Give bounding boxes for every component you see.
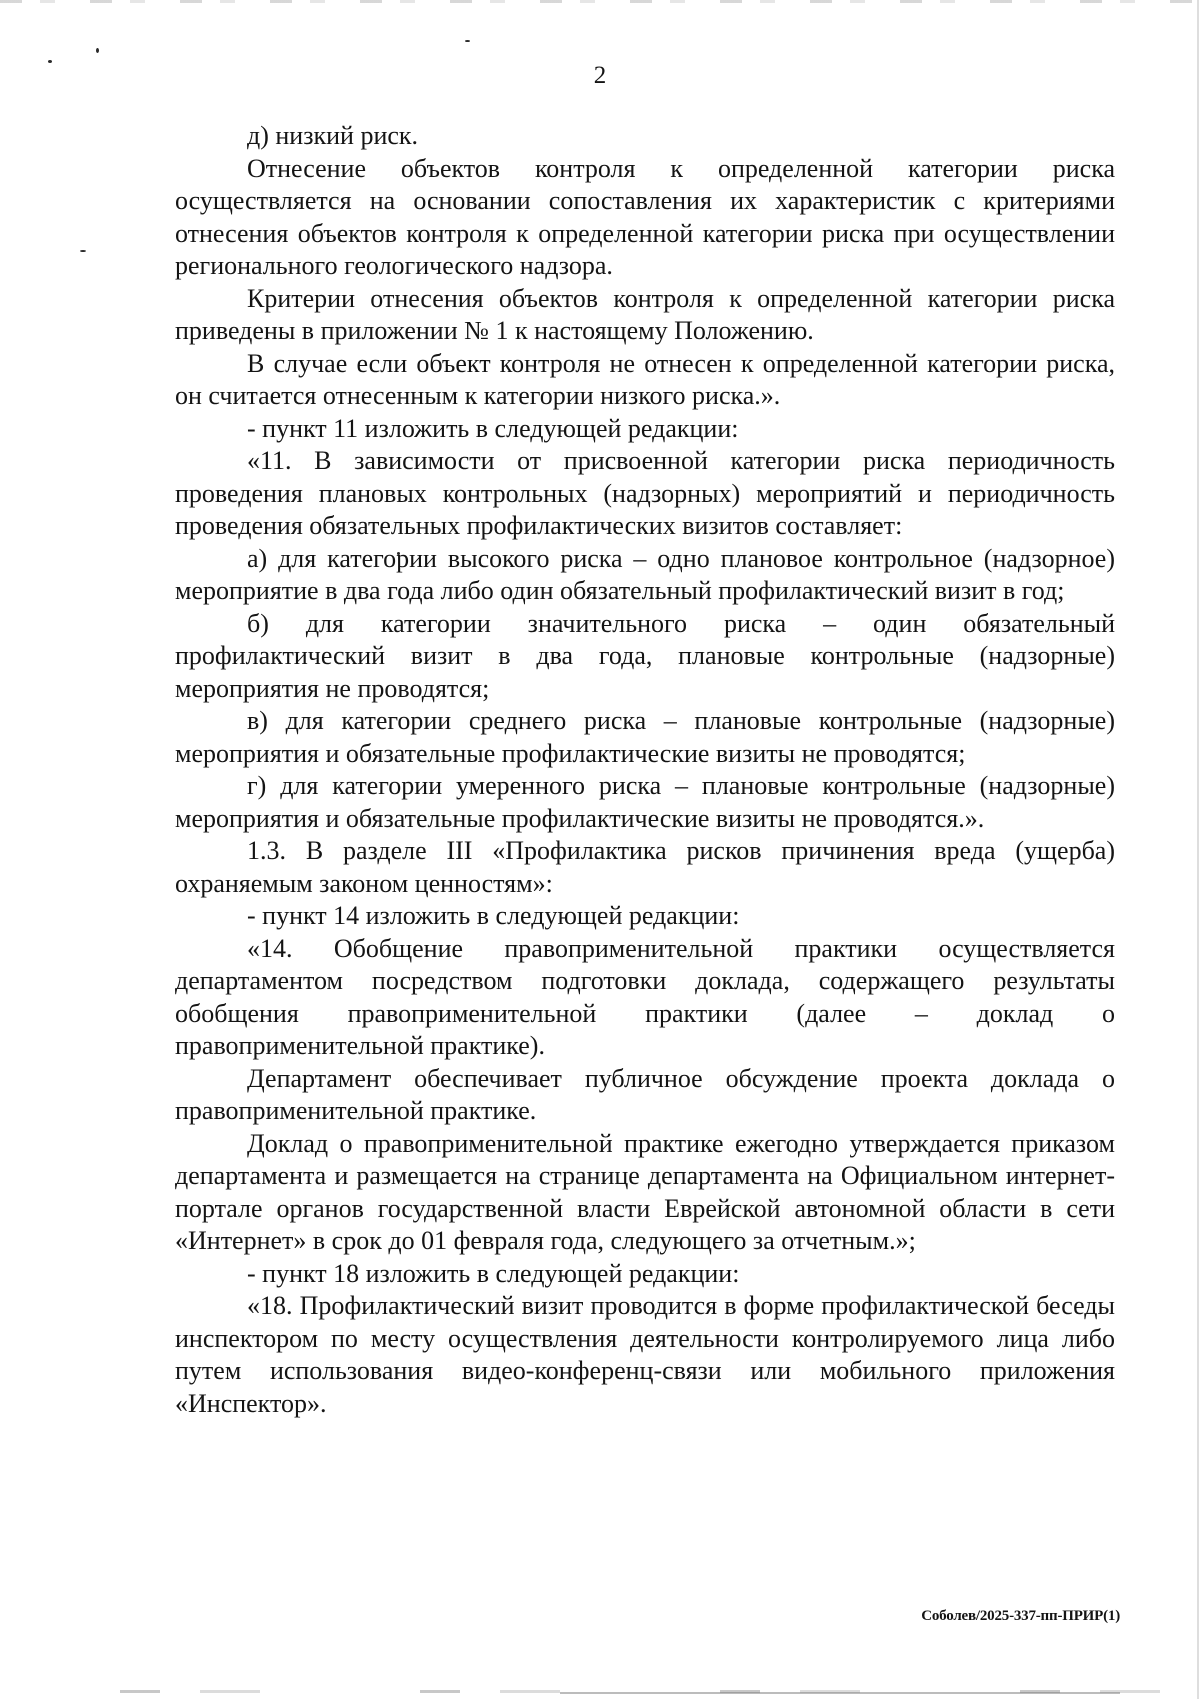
scan-edge-top — [0, 0, 1200, 3]
scan-speck — [465, 40, 470, 42]
scan-edge-right — [1197, 0, 1199, 1699]
paragraph-clause-14: «14. Обобщение правоприменительной практики осуществляется департаментом посредством подготовки доклада, содержащего результаты обобщения правоприменительной практики (далее – доклад о правоприменительной практике). — [175, 933, 1115, 1060]
paragraph-item-d: д) низкий риск. — [247, 121, 419, 150]
paragraph-public-discussion: Департамент обеспечивает публичное обсуждение проекта доклада о правоприменительной практике. — [175, 1063, 1115, 1125]
paragraph-report-approval: Доклад о правоприменительной практике ежегодно утверждается приказом департамента и размещается на странице департамента на Официальном интернет-портале органов государственной власти Еврейской автономной области в сети «Интернет» в срок до 01 февраля года, следующего за отчетным.»; — [175, 1128, 1115, 1255]
document-code: Соболев/2025-337-пп-ПРИР(1) — [921, 1608, 1120, 1624]
scan-speck — [80, 250, 86, 252]
scan-edge-bottom-line — [560, 1692, 1120, 1694]
paragraph-default-low-risk: В случае если объект контроля не отнесен к определенной категории риска, он считается отнесенным к категории низкого риска.». — [175, 348, 1115, 410]
page-number: 2 — [593, 62, 607, 89]
paragraph-clause-11-v: в) для категории среднего риска – плановые контрольные (надзорные) мероприятия и обязательные профилактические визиты не проводятся; — [175, 706, 1115, 768]
paragraph-clause-11: «11. В зависимости от присвоенной категории риска периодичность проведения плановых контрольных (надзорных) мероприятий и периодичность проведения обязательных профилактических визитов составляет: — [175, 446, 1115, 540]
paragraph-clause-18: «18. Профилактический визит проводится в форме профилактической беседы инспектором по месту осуществления деятельности контролируемого лица либо путем использования видео-конференц-связи или мобильного приложения «Инспектор». — [175, 1291, 1115, 1418]
paragraph-amend-clause-14: - пункт 14 изложить в следующей редакции: — [247, 901, 740, 930]
scan-speck — [96, 48, 99, 53]
paragraph-criteria-appendix: Критерии отнесения объектов контроля к определенной категории риска приведены в приложении № 1 к настоящему Положению. — [175, 283, 1115, 345]
paragraph-clause-11-b: б) для категории значительного риска – один обязательный профилактический визит в два года, плановые контрольные (надзорные) мероприятия не проводятся; — [175, 608, 1115, 703]
document-body — [175, 120, 1115, 1420]
paragraph-risk-assignment: Отнесение объектов контроля к определенной категории риска осуществляется на основании сопоставления их характеристик с критериями отнесения объектов контроля к определенной категории риска при осуществлении регионального геологического надзора. — [175, 153, 1115, 280]
paragraph-section-3: 1.3. В разделе III «Профилактика рисков причинения вреда (ущерба) охраняемым законом ценностям»: — [175, 836, 1115, 898]
paragraph-amend-clause-18: - пункт 18 изложить в следующей редакции: — [247, 1258, 740, 1288]
paragraph-clause-11-g: г) для категории умеренного риска – плановые контрольные (надзорные) мероприятия и обязательные профилактические визиты не проводятся.». — [175, 771, 1115, 833]
paragraph-clause-11-a: а) для категории высокого риска – одно плановое контрольное (надзорное) мероприятие в два года либо один обязательный профилактический визит в год; — [175, 543, 1115, 605]
paragraph-amend-clause-11: - пункт 11 изложить в следующей редакции: — [247, 413, 739, 443]
